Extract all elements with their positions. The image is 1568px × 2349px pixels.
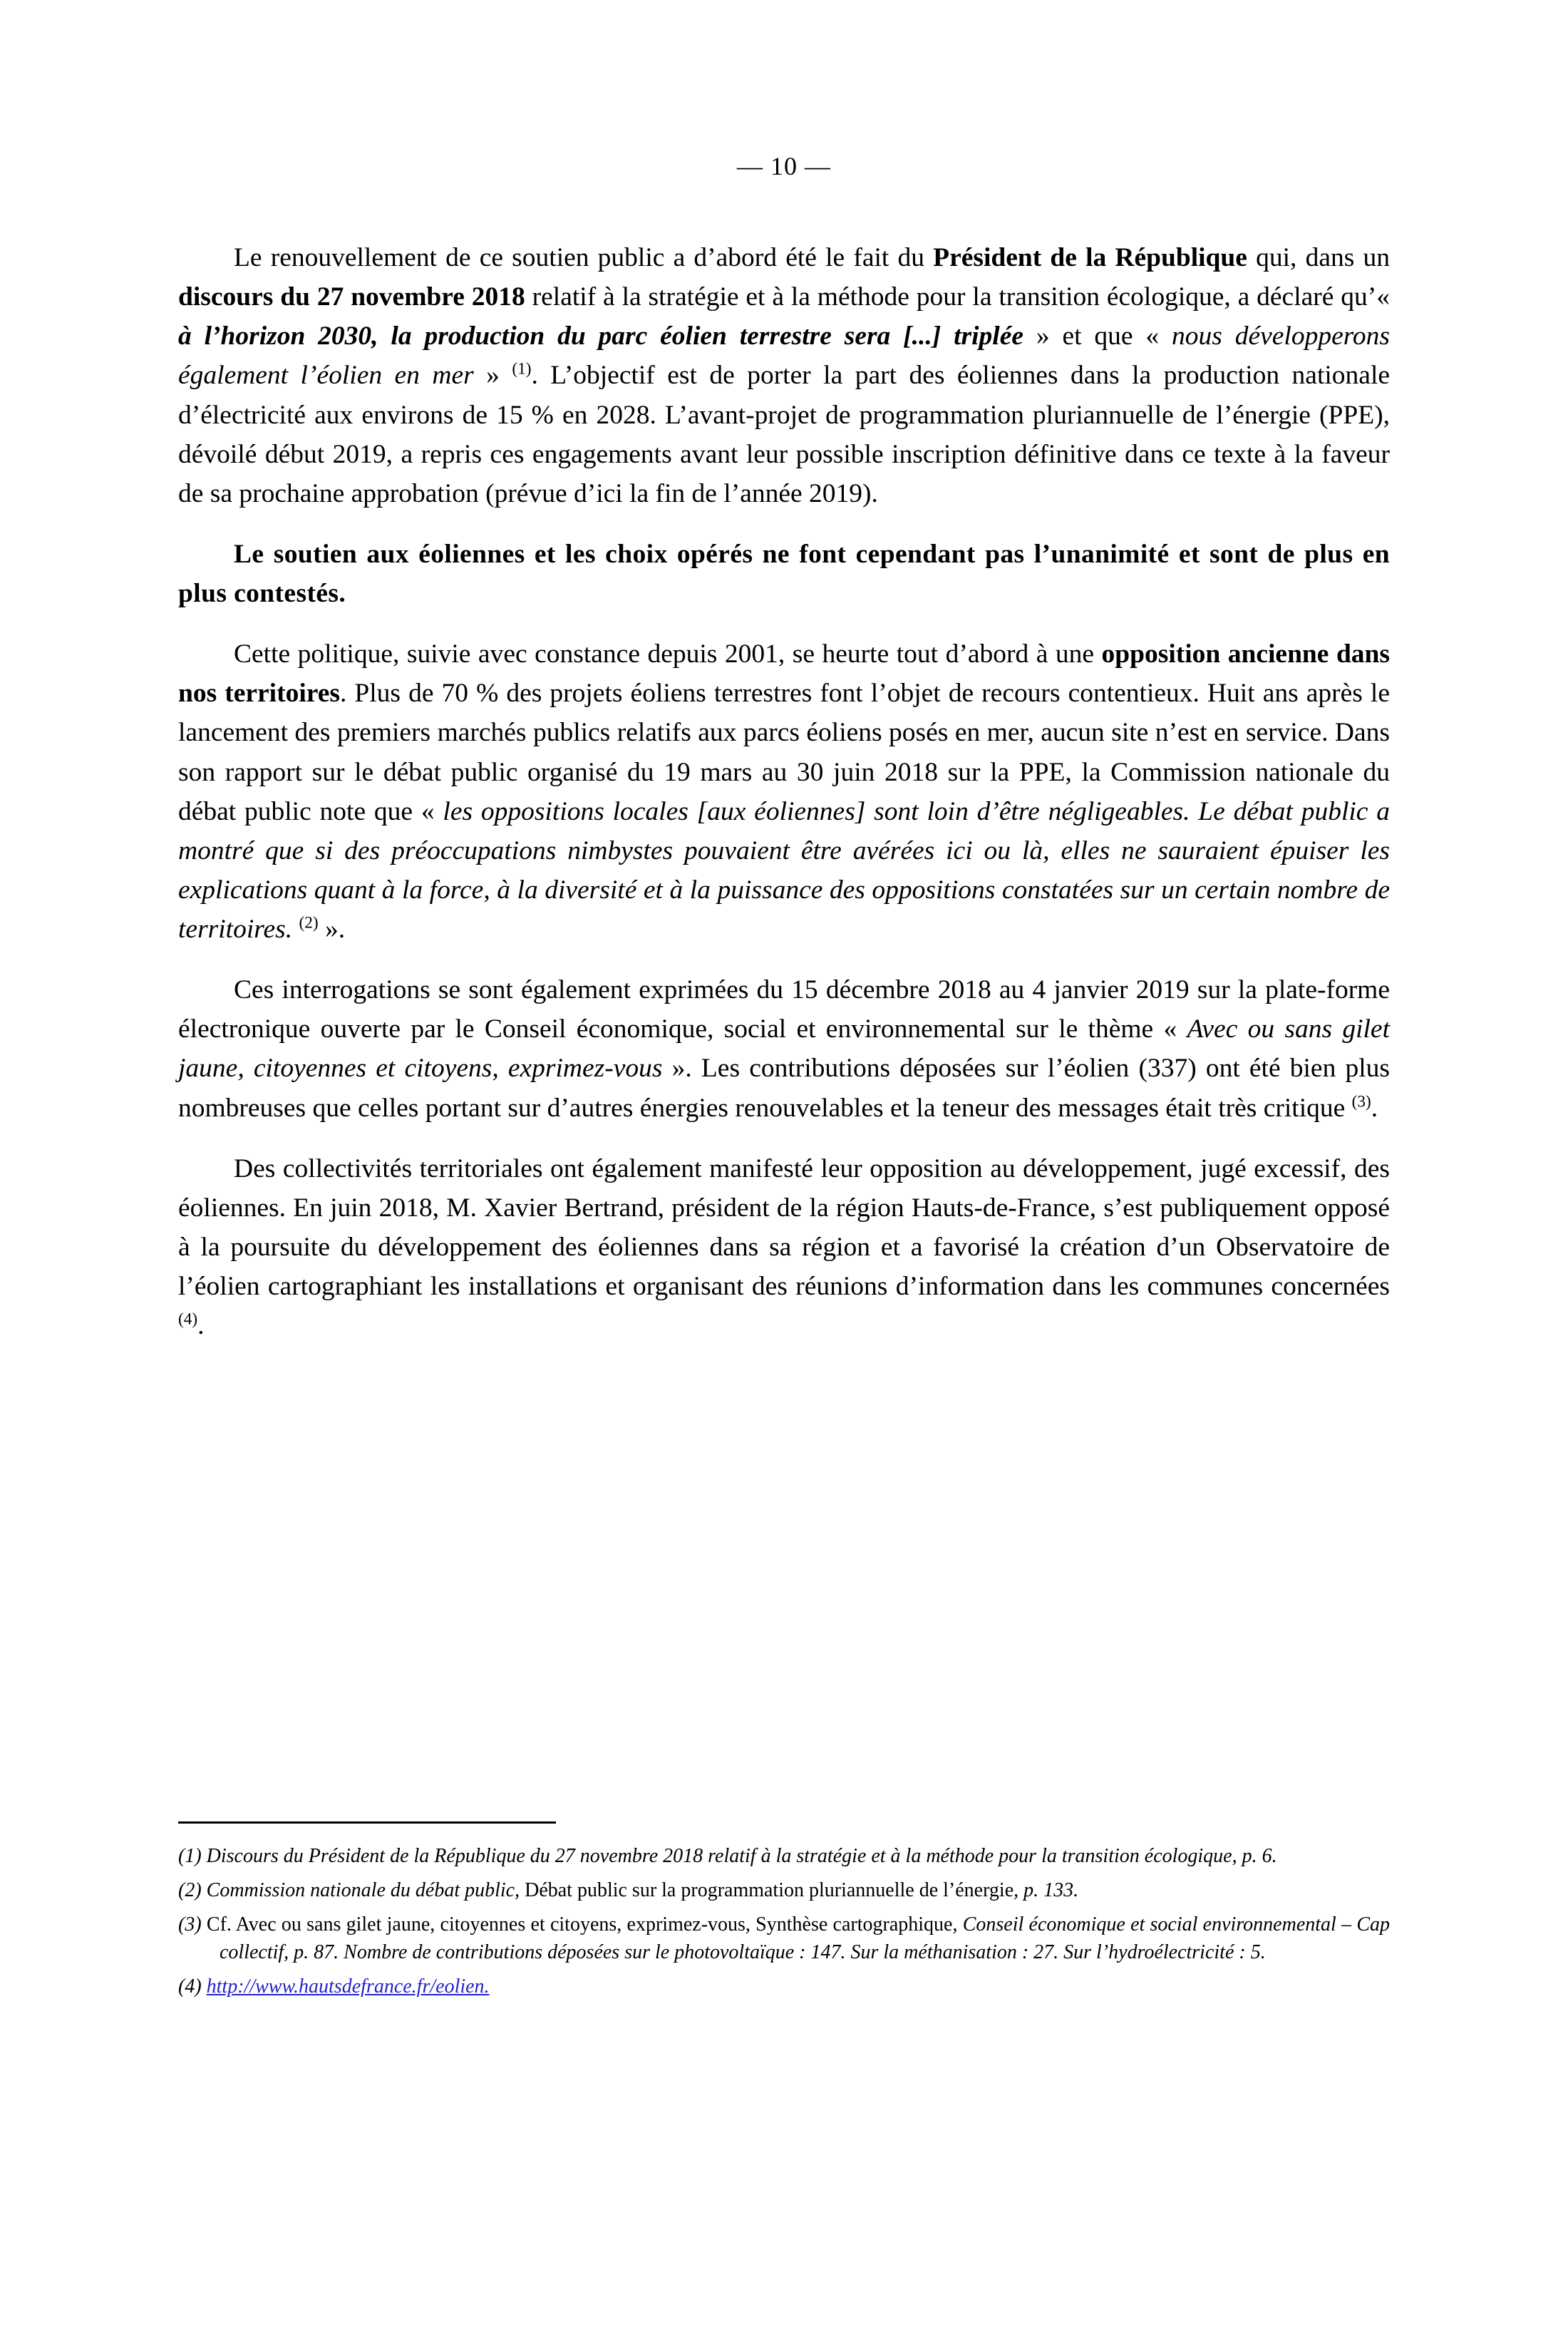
p1-seg2: qui, dans un <box>1247 243 1390 272</box>
footnote-ref-1[interactable]: (1) <box>512 359 532 379</box>
footnotes-section <box>178 1821 1390 2007</box>
footnote-2-source: Commission nationale du débat public, <box>201 1878 520 1901</box>
footnote-1-marker: (1) <box>178 1845 202 1867</box>
p1-seg5: » <box>473 361 512 391</box>
footnote-ref-4[interactable]: (4) <box>178 1310 198 1329</box>
footnote-3 <box>178 1911 1390 1968</box>
paragraph-5 <box>178 1149 1390 1346</box>
p1-seg6: . L’objectif est de porter la part des éoliennes dans la production nationale d’électricité aux environs de 15 % en 2028. L’avant-projet de programmation pluriannuelle de l’énergie (PPE), dévoilé début 2019, a repris ces engagements avant leur possible inscription définitive dans ce texte à la faveur de sa prochaine approbation (prévue d’ici la fin de l’année 2019). <box>178 361 1391 508</box>
p5-seg1: Des collectivités territoriales ont également manifesté leur opposition au développement, jugé excessif, des éoliennes. En juin 2018, M. Xavier Bertrand, président de la région Hauts-de-France, s’est publiquement opposé à la poursuite du développement des éoliennes dans sa région et a favorisé la création d’un Observatoire de l’éolien cartographiant les installations et organisant des réunions d’information dans les communes concernées <box>178 1153 1390 1301</box>
p1-seg3: relatif à la stratégie et à la méthode pour la transition écologique, a déclaré qu’« <box>525 282 1391 312</box>
footnote-2-title: Débat public sur la programmation pluriannuelle de l’énergie <box>520 1878 1014 1901</box>
p1-seg4: » et que « <box>1023 322 1172 351</box>
p4-seg3: . <box>1371 1093 1378 1123</box>
footnote-2 <box>178 1876 1390 1905</box>
paragraph-4 <box>178 970 1390 1128</box>
footnote-2-tail: , p. 133. <box>1013 1878 1079 1901</box>
footnote-3-marker: (3) <box>178 1913 202 1936</box>
page-number: — 10 — <box>737 152 831 180</box>
p1-bold-president: Président de la République <box>933 243 1247 272</box>
p5-seg2: . <box>197 1311 205 1341</box>
p3-seg3: ». <box>318 915 346 944</box>
p3-seg1: Cette politique, suivie avec constance depuis 2001, se heurte tout d’abord à une <box>234 639 1102 669</box>
footnote-3-line <box>178 1911 1390 1968</box>
p3-seg2: . Plus de 70 % des projets éoliens terrestres font l’objet de recours contentieux. Huit ans après le lancement des premiers marchés publics relatifs aux parcs éoliens posés en mer, aucun site n’est en service. Dans son rapport sur le débat public organisé du 19 mars au 30 juin 2018 sur la PPE, la Commission nationale du débat public note que « <box>178 679 1390 826</box>
footnote-1 <box>178 1842 1390 1871</box>
footnote-1-text: Discours du Président de la République du 27 novembre 2018 relatif à la stratégie et à la méthode pour la transition écologique, p. 6. <box>201 1845 1277 1867</box>
p4-seg2: ». Les contributions déposées sur l’éolien (337) ont été bien plus nombreuses que celles portant sur d’autres énergies renouvelables et la teneur des messages était très critique <box>178 1054 1390 1123</box>
footnote-ref-3[interactable]: (3) <box>1351 1092 1371 1111</box>
p4-quote-theme: Avec ou sans gilet jaune, citoyennes et citoyens, exprimez-vous <box>178 1014 1390 1084</box>
p3-quote-cndp: les oppositions locales [aux éoliennes] sont loin d’être négligeables. Le débat public a montré que si des préoccupations nimbystes pouvaient être avérées ici ou là, elles ne sauraient épuiser les explications quant à la force, à la diversité et à la puissance des oppositions constatées sur un certain nombre de territoires. <box>178 796 1390 944</box>
footnote-4-marker: (4) <box>178 1975 202 1998</box>
p4-seg1: Ces interrogations se sont également exprimées du 15 décembre 2018 au 4 janvier 2019 sur la plate-forme électronique ouverte par le Conseil économique, social et environnemental sur le thème « <box>178 975 1390 1044</box>
p3-bold-opposition: opposition ancienne dans nos territoires <box>178 639 1390 709</box>
p1-quote-horizon: à l’horizon 2030, la production du parc éolien terrestre sera [...] triplée <box>178 322 1024 351</box>
footnote-ref-2[interactable]: (2) <box>299 913 319 932</box>
footnote-3-title: Cf. Avec ou sans gilet jaune, citoyennes et citoyens, exprimez-vous, Synthèse cartographique, <box>201 1913 958 1936</box>
paragraph-2 <box>178 535 1390 613</box>
paragraph-1 <box>178 238 1390 513</box>
footnote-4-line <box>178 1973 1390 2001</box>
footnote-2-line <box>178 1876 1390 1905</box>
p1-quote-eolien-mer: nous développerons également l’éolien en mer <box>178 322 1391 391</box>
footnote-1-line <box>178 1842 1390 1871</box>
footnote-4 <box>178 1973 1390 2001</box>
footnote-3-source: Conseil économique et social environnemental – Cap collectif, p. 87. Nombre de contributions déposées sur le photovoltaïque : 147. Sur la méthanisation : 27. Sur l’hydroélectricité : 5. <box>220 1913 1390 1964</box>
paragraph-3 <box>178 634 1390 949</box>
footnote-separator <box>178 1821 556 1824</box>
footnote-2-marker: (2) <box>178 1878 202 1901</box>
footnote-4-link[interactable]: http://www.hautsdefrance.fr/eolien. <box>206 1975 490 1998</box>
p1-seg1: Le renouvellement de ce soutien public a d’abord été le fait du <box>234 243 934 272</box>
p2-bold-statement: Le soutien aux éoliennes et les choix opérés ne font cependant pas l’unanimité et sont de plus en plus contestés. <box>178 539 1390 608</box>
p1-bold-discours: discours du 27 novembre 2018 <box>178 282 525 312</box>
page-body <box>178 181 1390 1345</box>
